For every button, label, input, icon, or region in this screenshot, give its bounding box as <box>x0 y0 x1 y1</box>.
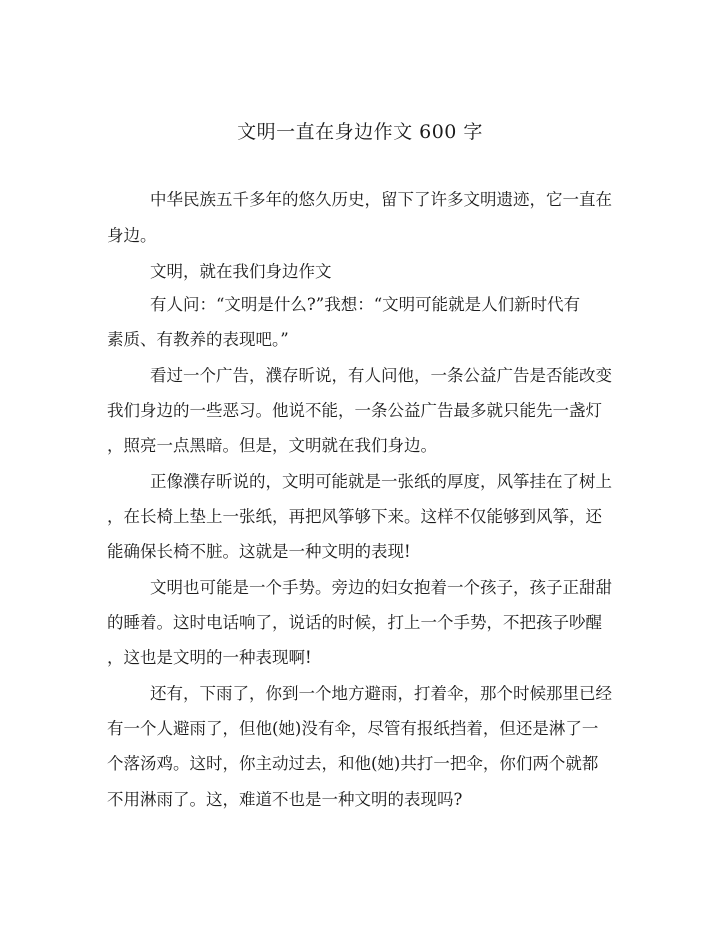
paragraph-line: 看过一个广告，濮存昕说，有人问他，一条公益广告是否能改变 <box>150 366 612 385</box>
paragraph-line: 文明，就在我们身边作文 <box>150 262 332 281</box>
paragraph-line: ，这也是文明的一种表现啊! <box>107 648 312 667</box>
paragraph-line: 的睡着。这时电话响了，说话的时候，打上一个手势，不把孩子吵醒 <box>107 613 602 632</box>
paragraph-line: ，照亮一点黑暗。但是，文明就在我们身边。 <box>107 436 437 455</box>
paragraph-line: 能确保长椅不脏。这就是一种文明的表现! <box>107 542 411 561</box>
paragraph-line: 有人问：“文明是什么?”我想：“文明可能就是人们新时代有 <box>150 295 581 314</box>
paragraph-line: 不用淋雨了。这，难道不也是一种文明的表现吗? <box>107 790 463 809</box>
document-title: 文明一直在身边作文 600 字 <box>237 121 483 143</box>
paragraph-line: 文明也可能是一个手势。旁边的妇女抱着一个孩子，孩子正甜甜 <box>150 578 612 597</box>
paragraph-line: 我们身边的一些恶习。他说不能，一条公益广告最多就只能先一盏灯 <box>107 401 602 420</box>
paragraph-line: 正像濮存昕说的，文明可能就是一张纸的厚度，风筝挂在了树上 <box>150 472 612 491</box>
paragraph-line: ，在长椅上垫上一张纸，再把风筝够下来。这样不仅能够到风筝，还 <box>107 507 602 526</box>
paragraph-line: 有一个人避雨了，但他(她)没有伞，尽管有报纸挡着，但还是淋了一 <box>107 719 599 738</box>
paragraph-line: 身边。 <box>107 226 157 245</box>
paragraph-line: 中华民族五千多年的悠久历史，留下了许多文明遗迹，它一直在 <box>150 190 612 209</box>
paragraph-line: 还有，下雨了，你到一个地方避雨，打着伞，那个时候那里已经 <box>150 684 612 703</box>
paragraph-line: 个落汤鸡。这时，你主动过去，和他(她)共打一把伞，你们两个就都 <box>107 754 599 773</box>
paragraph-line: 素质、有教养的表现吧。” <box>107 330 289 349</box>
